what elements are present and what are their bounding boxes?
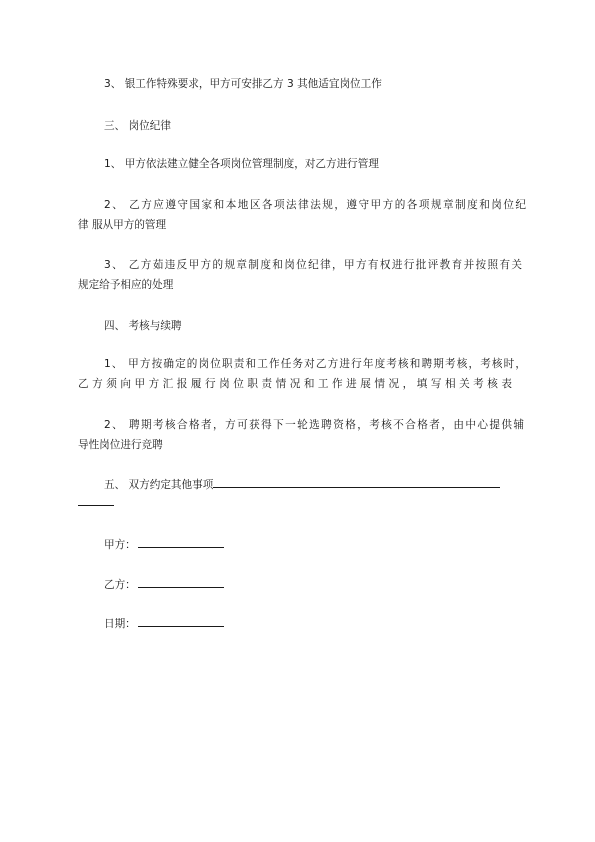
section-5-fill-line-2 [78,496,114,506]
clause-3-item-3-line-2: 规定给予相应的处理 [78,279,174,291]
party-a-blank [138,538,224,548]
clause-2-item-3: 3、 银工作特殊要求，甲方可安排乙方 3 其他适宜岗位工作 [104,78,382,90]
clause-3-item-2-line-1: 2、 乙方应遵守国家和本地区各项法律法规，遵守甲方的各项规章制度和岗位纪 [104,199,526,211]
party-b-label: 乙方： [104,579,136,591]
clause-4-item-2-line-1: 2、 聘期考核合格者，方可获得下一轮选聘资格，考核不合格者，由中心提供辅 [104,419,524,431]
clause-3-item-2-line-2: 律 服从甲方的管理 [78,219,167,231]
date-label: 日期： [104,618,136,630]
clause-4-item-2-line-2: 导性岗位进行竞聘 [78,439,163,451]
party-a-label: 甲方： [104,539,136,551]
section-5-heading-text: 五、 双方约定其他事项 [104,479,214,491]
clause-3-item-1: 1、 甲方依法建立健全各项岗位管理制度，对乙方进行管理 [104,158,379,170]
section-4-heading: 四、 考核与续聘 [104,320,182,332]
date-blank [138,617,224,627]
section-5-fill-continuation [78,496,526,510]
section-5-fill-line [213,478,500,488]
clause-4-item-1-line-1: 1、 甲方按确定的岗位职责和工作任务对乙方进行年度考核和聘期考核，考核时， [104,358,526,370]
date-signature [104,617,224,631]
clause-4-item-1-line-2: 乙方须向甲方汇报履行岗位职责情况和工作进展情况，填写相关考核表 [78,378,512,390]
section-5-heading [104,478,524,492]
party-a-signature [104,538,224,552]
clause-3-item-3-line-1: 3、 乙方茹违反甲方的规章制度和岗位纪律，甲方有权进行批评教育并按照有关 [104,259,522,271]
party-b-blank [138,578,224,588]
section-3-heading: 三、 岗位纪律 [104,120,171,132]
party-b-signature [104,578,224,592]
